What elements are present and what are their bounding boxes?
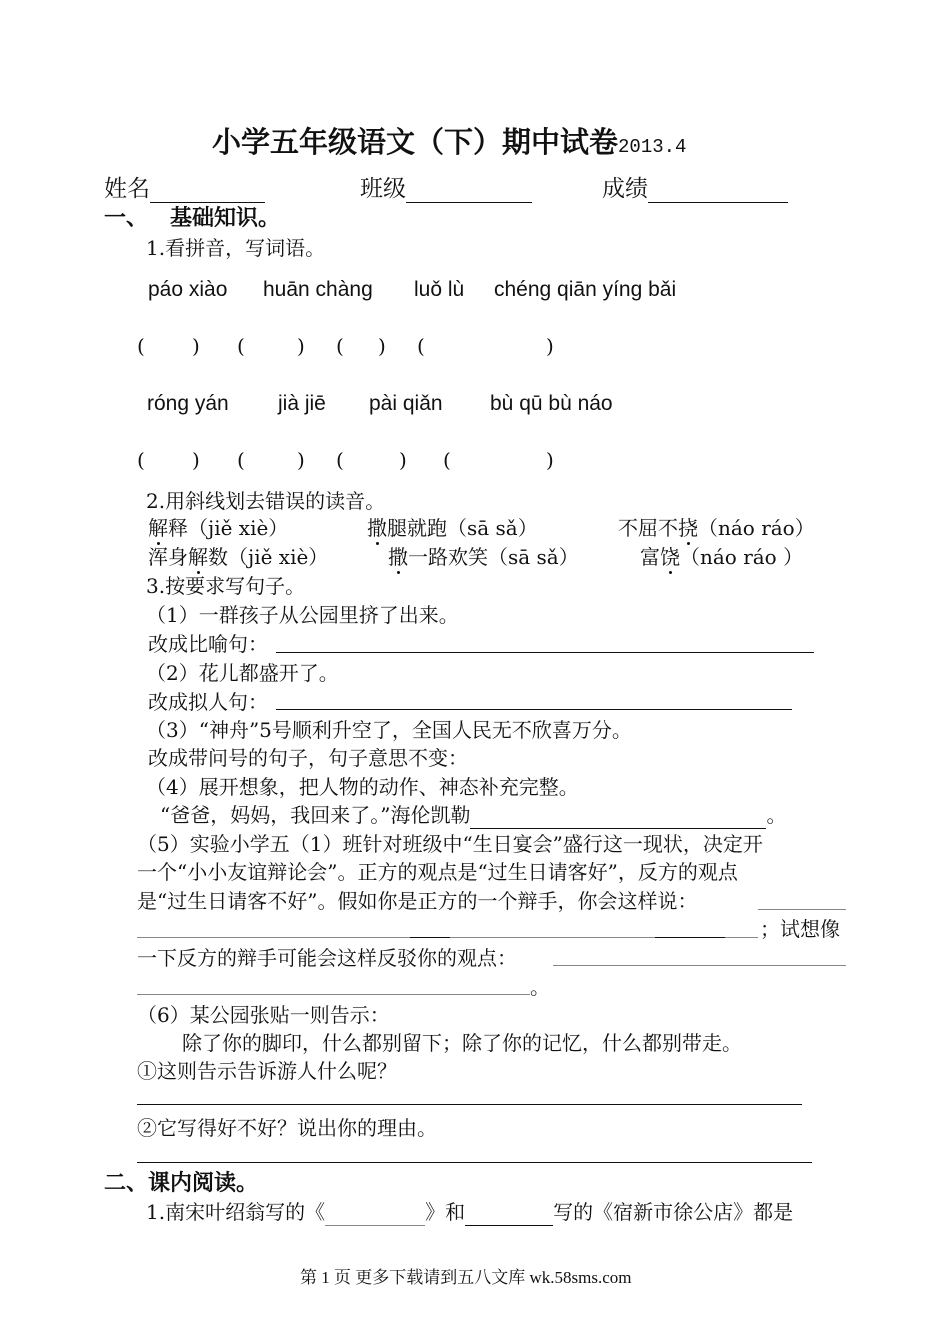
section2-heading <box>104 1170 258 1198</box>
score-label: 成绩 <box>602 176 648 202</box>
q2-w6-char: 饶 <box>660 545 680 569</box>
q3-s2-answer-line[interactable] <box>276 709 792 710</box>
q3-s6-q1: ①这则告示告诉游人什么呢？ <box>137 1059 397 1083</box>
q2-w1-rest: 释（jiě xiè） <box>168 516 289 540</box>
section2-number: 二、 <box>104 1171 149 1196</box>
q3-s5-blank-1[interactable] <box>758 909 846 910</box>
class-label: 班级 <box>360 176 406 202</box>
q3-s6-answer-1[interactable] <box>137 1104 802 1105</box>
q3-s6: （6）某公园张贴一则告示： <box>137 1003 390 1027</box>
q3-s2-task: 改成拟人句： <box>148 690 268 714</box>
section2-title: 课内阅读。 <box>148 1171 259 1196</box>
pinyin-2-4: bù qū bù náo <box>490 392 613 415</box>
s2-q1-blank-2[interactable] <box>465 1203 553 1226</box>
name-blank[interactable] <box>150 180 265 203</box>
q3-s4-quote: “爸爸，妈妈，我回来了。”海伦凯勒 <box>160 803 471 827</box>
q3-s5-blank-2b <box>410 937 450 938</box>
q2-word-1 <box>148 514 288 542</box>
pinyin-2-2: jià jiē <box>278 392 326 415</box>
q3-s4-end: 。 <box>766 803 787 827</box>
page-footer: 第 1 页 更多下载请到五八文库 wk.58sms.com <box>300 1268 632 1287</box>
class-blank[interactable] <box>406 180 532 203</box>
q2-w6-rest: （náo ráo ） <box>680 545 804 569</box>
pinyin-1-4: chéng qiān yíng bǎi <box>494 278 677 301</box>
section1-title: 基础知识。 <box>170 206 281 231</box>
q2-prompt: 2.用斜线划去错误的读音。 <box>146 489 386 513</box>
q2-word-4 <box>148 543 328 571</box>
q3-s5-line4-end: ；试想像 <box>760 917 840 941</box>
title-date: 2013.4 <box>618 136 687 158</box>
pinyin-2-3: pài qiǎn <box>369 392 443 415</box>
class-field <box>360 175 532 203</box>
q2-w2-char: 撒 <box>367 516 387 540</box>
name-label: 姓名 <box>104 176 150 202</box>
q2-w3-rest: （náo ráo） <box>698 516 815 540</box>
q3-s6-answer-2[interactable] <box>137 1162 812 1163</box>
section2-q1 <box>146 1198 793 1226</box>
q2-word-6 <box>640 543 803 571</box>
s2-q1-part-c: 写的《宿新市徐公店》都是 <box>553 1200 794 1224</box>
s2-q1-part-b: 》和 <box>425 1200 466 1224</box>
q1-prompt: 1.看拼音，写词语。 <box>146 236 326 260</box>
q3-s5-line2: 一个“小小友谊辩论会”。正方的观点是“过生日请客好”，反方的观点 <box>137 860 738 884</box>
q3-s5-blank-4[interactable] <box>137 994 530 995</box>
q3-s2: （2）花儿都盛开了。 <box>146 661 339 685</box>
q2-w5-char: 撒 <box>388 545 408 569</box>
q2-word-2 <box>367 514 538 542</box>
q3-s6-notice: 除了你的脚印，什么都别留下；除了你的记忆，什么都别带走。 <box>182 1031 742 1055</box>
section1-heading <box>104 205 280 233</box>
page-title <box>212 125 687 161</box>
q3-s5-line5: 一下反方的辩手可能会这样反驳你的观点： <box>137 946 517 970</box>
q2-w4-rest: 数（jiě xiè） <box>208 545 329 569</box>
q3-s5-blank-3[interactable] <box>553 965 846 966</box>
q2-word-5 <box>388 543 579 571</box>
q3-s5-blank-2c <box>655 937 725 938</box>
section1-number: 一、 <box>104 206 149 231</box>
q2-w4-pre: 浑身 <box>148 545 188 569</box>
q2-word-3 <box>618 514 815 542</box>
q2-w4-char: 解 <box>188 545 208 569</box>
pinyin-1-2: huān chàng <box>263 278 373 301</box>
s2-q1-blank-1[interactable] <box>325 1203 425 1226</box>
s2-q1-part-a: 1.南宋叶绍翁写的《 <box>146 1200 326 1224</box>
q2-w5-rest: 一路欢笑（sā sǎ） <box>408 545 579 569</box>
q3-s3-task: 改成带问号的句子，句子意思不变： <box>148 746 468 770</box>
q3-s5-line3: 是“过生日请客不好”。假如你是正方的一个辩手，你会这样说： <box>137 889 698 913</box>
q3-prompt: 3.按要求写句子。 <box>146 574 306 598</box>
score-blank[interactable] <box>648 180 788 203</box>
q2-w3-pre: 不屈不 <box>618 516 678 540</box>
title-text: 小学五年级语文（下）期中试卷 <box>212 125 619 159</box>
q2-w3-char: 挠 <box>678 516 698 540</box>
score-field <box>602 175 788 203</box>
pinyin-1-1: páo xiào <box>148 278 228 301</box>
q3-s4: （4）展开想象，把人物的动作、神态补充完整。 <box>146 775 579 799</box>
name-field <box>104 175 265 203</box>
q3-s5-line1: （5）实验小学五（1）班针对班级中“生日宴会”盛行这一现状，决定开 <box>137 832 763 856</box>
q3-s6-q2: ②它写得好不好？说出你的理由。 <box>137 1116 437 1140</box>
q3-s1-task: 改成比喻句： <box>148 632 268 656</box>
q3-s4-blank[interactable] <box>470 806 766 829</box>
q2-w1-char: 解 <box>148 516 168 540</box>
q2-w6-pre: 富 <box>640 545 660 569</box>
q3-s3: （3）“神舟”5号顺利升空了，全国人民无不欣喜万分。 <box>146 718 632 742</box>
q3-s5-line6-end: 。 <box>530 975 550 999</box>
q2-w2-rest: 腿就跑（sā sǎ） <box>387 516 538 540</box>
pinyin-2-1: róng yán <box>147 392 229 415</box>
q3-s4-line <box>160 801 786 829</box>
q3-s1: （1）一群孩子从公园里挤了出来。 <box>146 603 459 627</box>
pinyin-1-3: luǒ lù <box>414 278 465 301</box>
q3-s1-answer-line[interactable] <box>276 652 814 653</box>
